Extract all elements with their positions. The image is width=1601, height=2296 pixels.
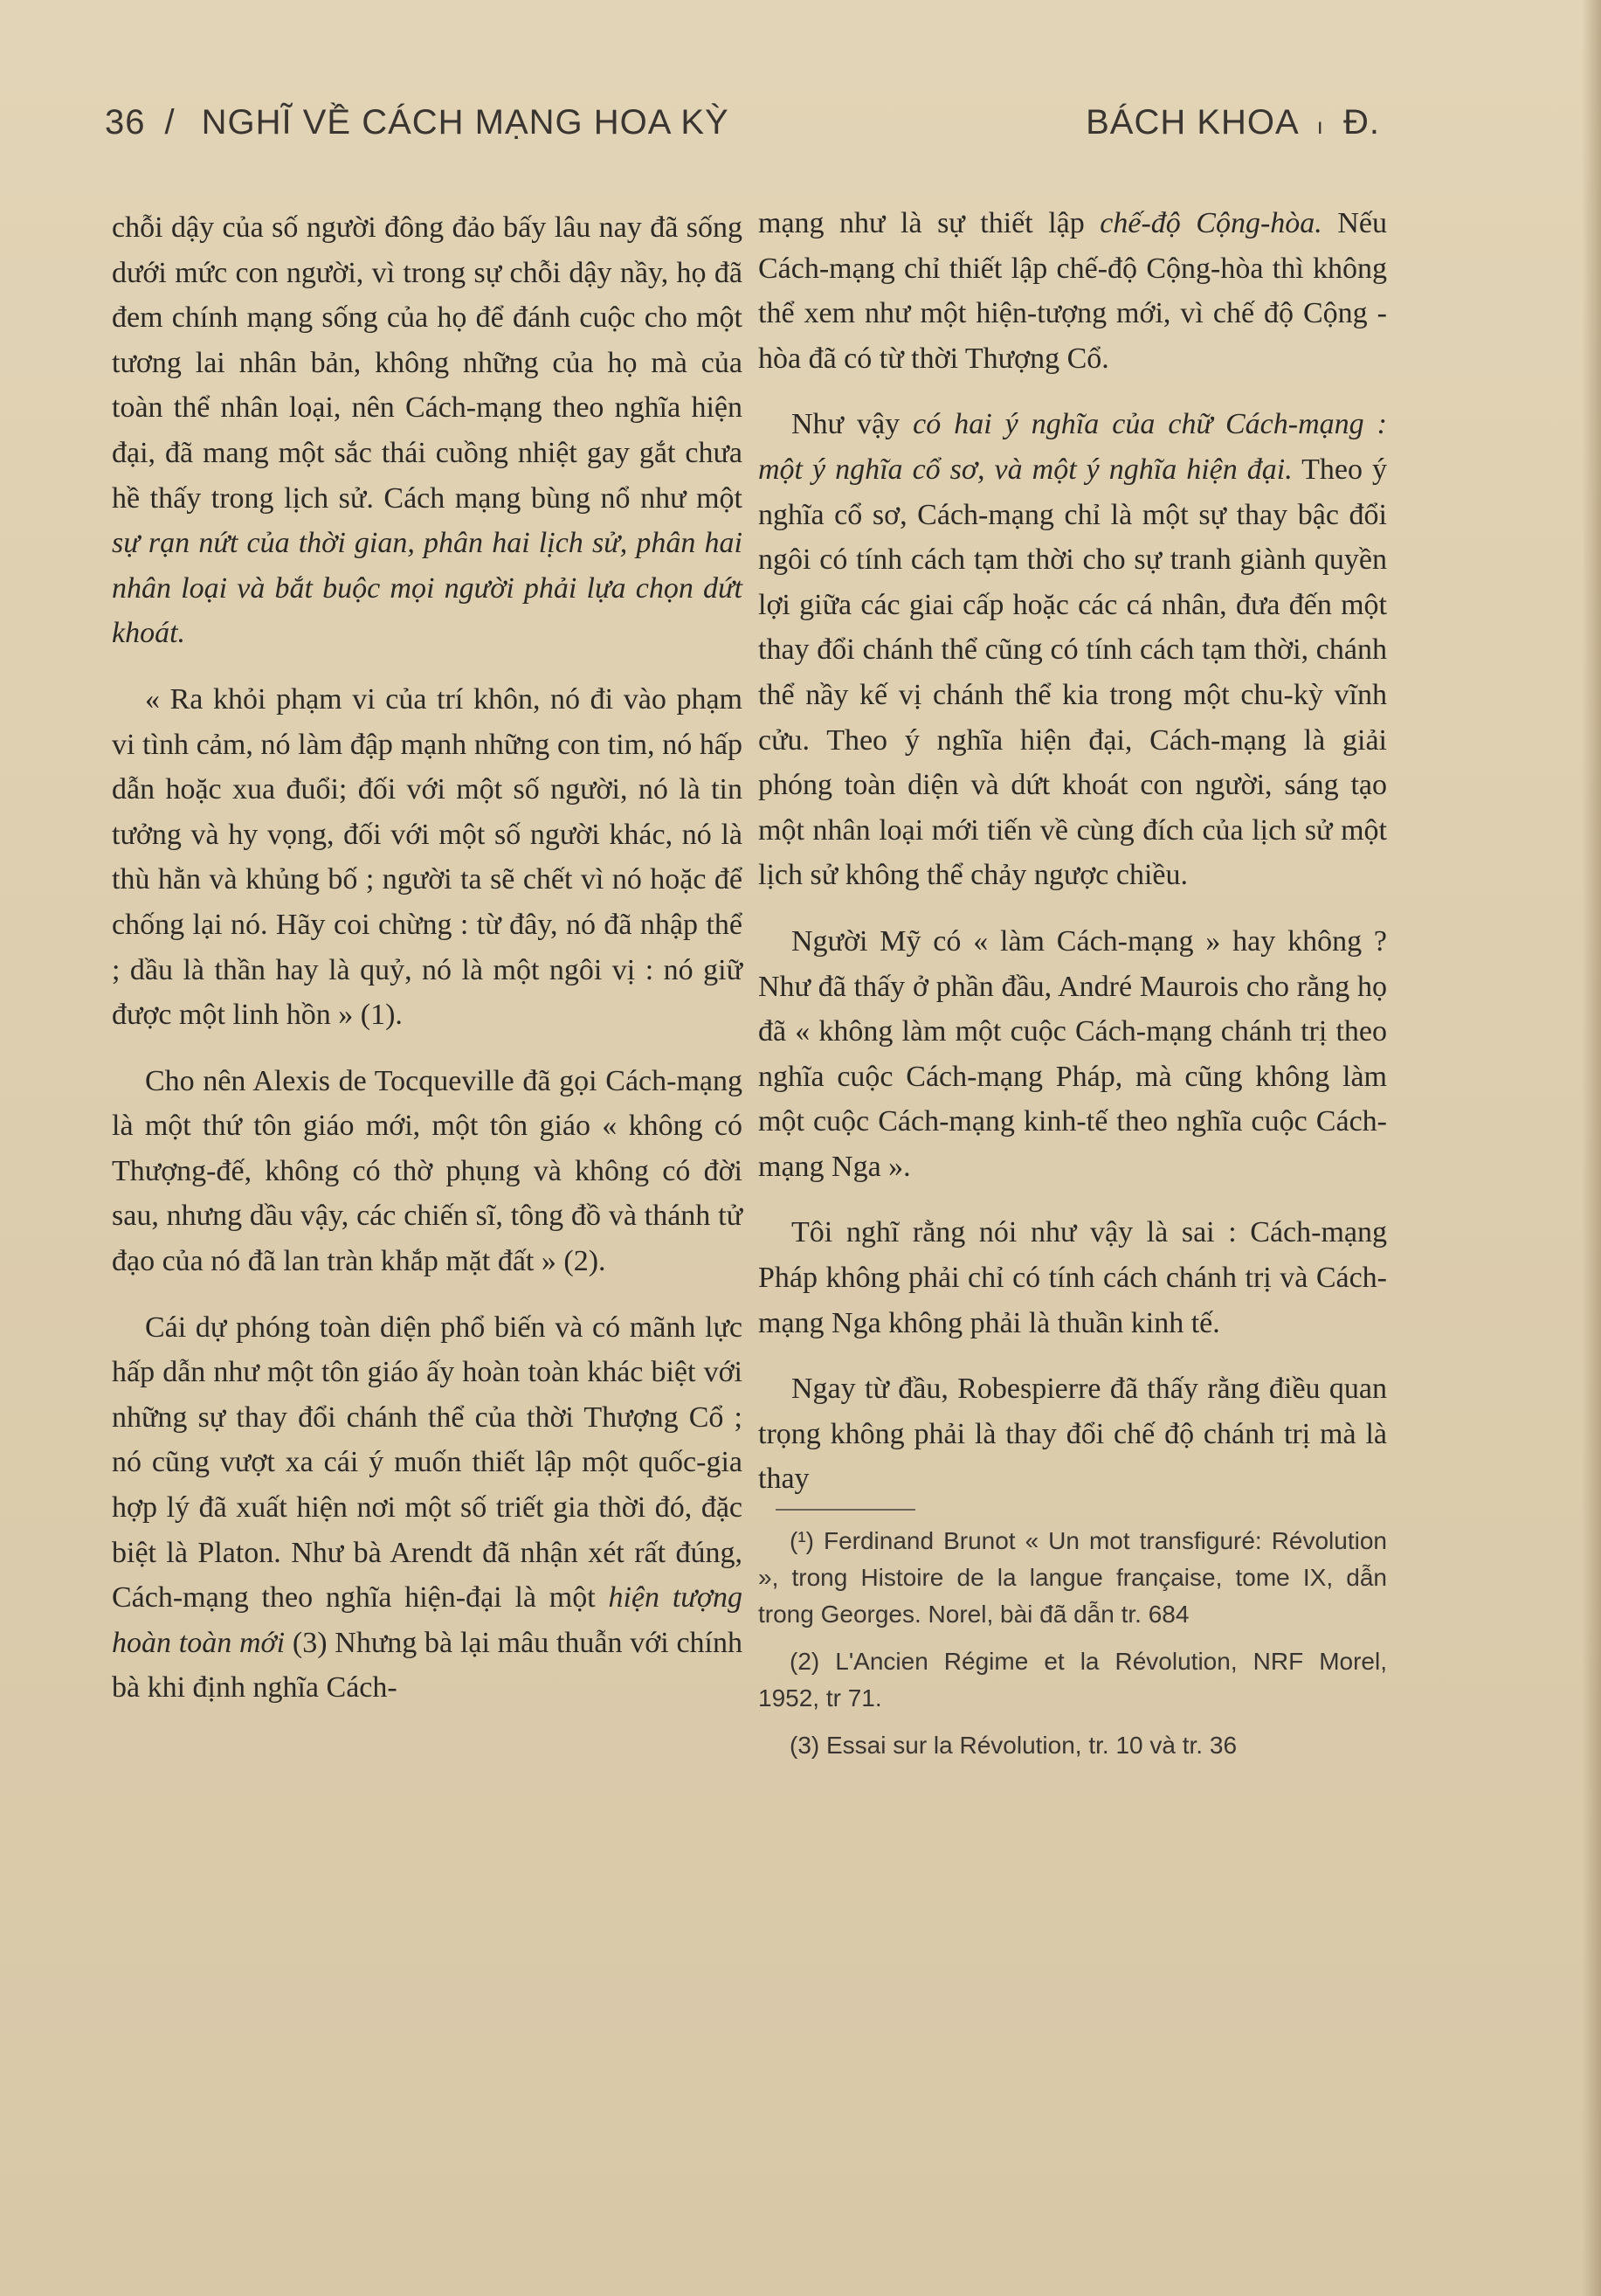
paragraph bbox=[112, 1305, 742, 1711]
paragraph-text: chỗi dậy của số người đông đảo bấy lâu nay đã sống dưới mức con người, vì trong sự chỗi dậy nầy, họ đã đem chính mạng sống của họ để đánh cuộc cho một tương lai nhân bản, không những của họ mà của toàn thể nhân loại, nên Cách-mạng theo nghĩa hiện đại, đã mang một sắc thái cuồng nhiệt gay gắt chưa hề thấy trong lịch sử. Cách mạng bùng nổ như một bbox=[112, 211, 742, 515]
page-edge-shadow bbox=[1582, 0, 1601, 2296]
header-left bbox=[105, 103, 729, 142]
header-divider: ı bbox=[1316, 113, 1324, 139]
paragraph-text: (3) Nhưng bà lại mâu thuẫn với chính bà khi định nghĩa Cách- bbox=[112, 1626, 742, 1705]
paragraph bbox=[758, 402, 1387, 898]
page-number: 36 bbox=[105, 103, 146, 142]
paragraph: Người Mỹ có « làm Cách-mạng » hay không ? Như đã thấy ở phần đầu, André Maurois cho rằng họ đã « không làm một cuộc Cách-mạng chánh trị theo nghĩa cuộc Cách-mạng Pháp, mà cũng không làm một cuộc Cách-mạng kinh-tế theo nghĩa cuộc Cách-mạng Nga ». bbox=[758, 924, 1387, 1183]
running-header bbox=[105, 103, 1380, 156]
paragraph-text: Cái dự phóng toàn diện phổ biến và có mãnh lực hấp dẫn như một tôn giáo ấy hoàn toàn khác biệt với những sự thay đổi chánh thể của thời Thượng Cổ ; nó cũng vượt xa cái ý muốn thiết lập một quốc-gia hợp lý đã xuất hiện nơi một số triết gia thời đó, đặc biệt là Platon. Như bà Arendt đã nhận xét rất đúng, Cách-mạng theo nghĩa hiện-đại là một bbox=[112, 1311, 742, 1615]
paragraph-text: mạng như là sự thiết lập bbox=[758, 207, 1101, 239]
footnote-divider bbox=[776, 1509, 915, 1511]
footnote-1: (¹) Ferdinand Brunot « Un mot transfiguré: Révolution », trong Histoire de la langue française, tome IX, dẫn trong Georges. Norel, bài đã dẫn tr. 684 bbox=[758, 1527, 1387, 1629]
paragraph bbox=[112, 205, 742, 656]
issue-label: Đ. bbox=[1343, 103, 1380, 142]
emphasis-text: hiện tượng hoàn toàn mới bbox=[112, 1581, 742, 1659]
footnote-3: (3) Essai sur la Révolution, tr. 10 và tr. 36 bbox=[790, 1732, 1238, 1760]
footnote-2: (2) L'Ancien Régime et la Révolution, NRF Morel, 1952, tr 71. bbox=[758, 1648, 1387, 1712]
footnotes bbox=[758, 1523, 1387, 1764]
left-column bbox=[112, 205, 742, 1732]
paragraph: Ngay từ đầu, Robespierre đã thấy rằng điều quan trọng không phải là thay đổi chế độ chánh trị mà là thay bbox=[758, 1373, 1387, 1496]
emphasis-text: có hai ý nghĩa của chữ Cách-mạng : một ý nghĩa cổ sơ, và một ý nghĩa hiện đại. bbox=[758, 408, 1387, 486]
paragraph-text: Nếu Cách-mạng chỉ thiết lập chế-độ Cộng-hòa thì không thể xem như một hiện-tượng mới, vì chế độ Cộng - hòa đã có từ thời Thượng Cổ. bbox=[758, 207, 1387, 375]
magazine-name: BÁCH KHOA bbox=[1086, 103, 1298, 142]
paragraph-text: Theo ý nghĩa cổ sơ, Cách-mạng chỉ là một sự thay bậc đổi ngôi có tính cách tạm thời cho sự tranh giành quyền lợi giữa các giai cấp hoặc các cá nhân, đưa đến một thay đổi chánh thể cũng có tính cách tạm thời, chánh thể nầy kế vị chánh thể kia trong một chu-kỳ vĩnh cửu. Theo ý nghĩa hiện đại, Cách-mạng là giải phóng toàn diện và dứt khoát con người, sáng tạo một nhân loại mới tiến về cùng đích của lịch sử một lịch sử không thể chảy ngược chiều. bbox=[758, 453, 1388, 892]
quote-paragraph: « Ra khỏi phạm vi của trí khôn, nó đi vào phạm vi tình cảm, nó làm đập mạnh những con tim, nó hấp dẫn hoặc xua đuổi; đối với một số người, nó là tin tưởng và hy vọng, đối với một số người khác, nó là thù hằn và khủng bố ; người ta sẽ chết vì nó hoặc để chống lại nó. Hãy coi chừng : từ đây, nó đã nhập thể ; dầu là thần hay là quỷ, nó là một ngôi vị : nó giữ được một linh hồn » (1). bbox=[112, 682, 742, 1032]
paragraph-text: Như vậy bbox=[791, 408, 914, 441]
header-separator: / bbox=[164, 103, 176, 142]
article-title: NGHĨ VỀ CÁCH MẠNG HOA KỲ bbox=[201, 103, 729, 142]
paragraph: Tôi nghĩ rằng nói như vậy là sai : Cách-mạng Pháp không phải chỉ có tính cách chánh trị và Cách-mạng Nga không phải là thuần kinh tế. bbox=[758, 1216, 1387, 1339]
header-right bbox=[1086, 103, 1380, 142]
emphasis-text: sự rạn nứt của thời gian, phân hai lịch sử, phân hai nhân loại và bắt buộc mọi người phải lựa chọn dứt khoát. bbox=[112, 527, 742, 650]
paragraph: Cho nên Alexis de Tocqueville đã gọi Cách-mạng là một thứ tôn giáo mới, một tôn giáo « không có Thượng-đế, không có thờ phụng và không có đời sau, nhưng dầu vậy, các chiến sĩ, tông đồ và thánh tử đạo của nó đã lan tràn khắp mặt đất » (2). bbox=[112, 1064, 742, 1278]
right-column bbox=[758, 201, 1387, 1774]
emphasis-text: chế-độ Cộng-hòa. bbox=[1100, 207, 1322, 239]
paragraph bbox=[758, 201, 1387, 381]
